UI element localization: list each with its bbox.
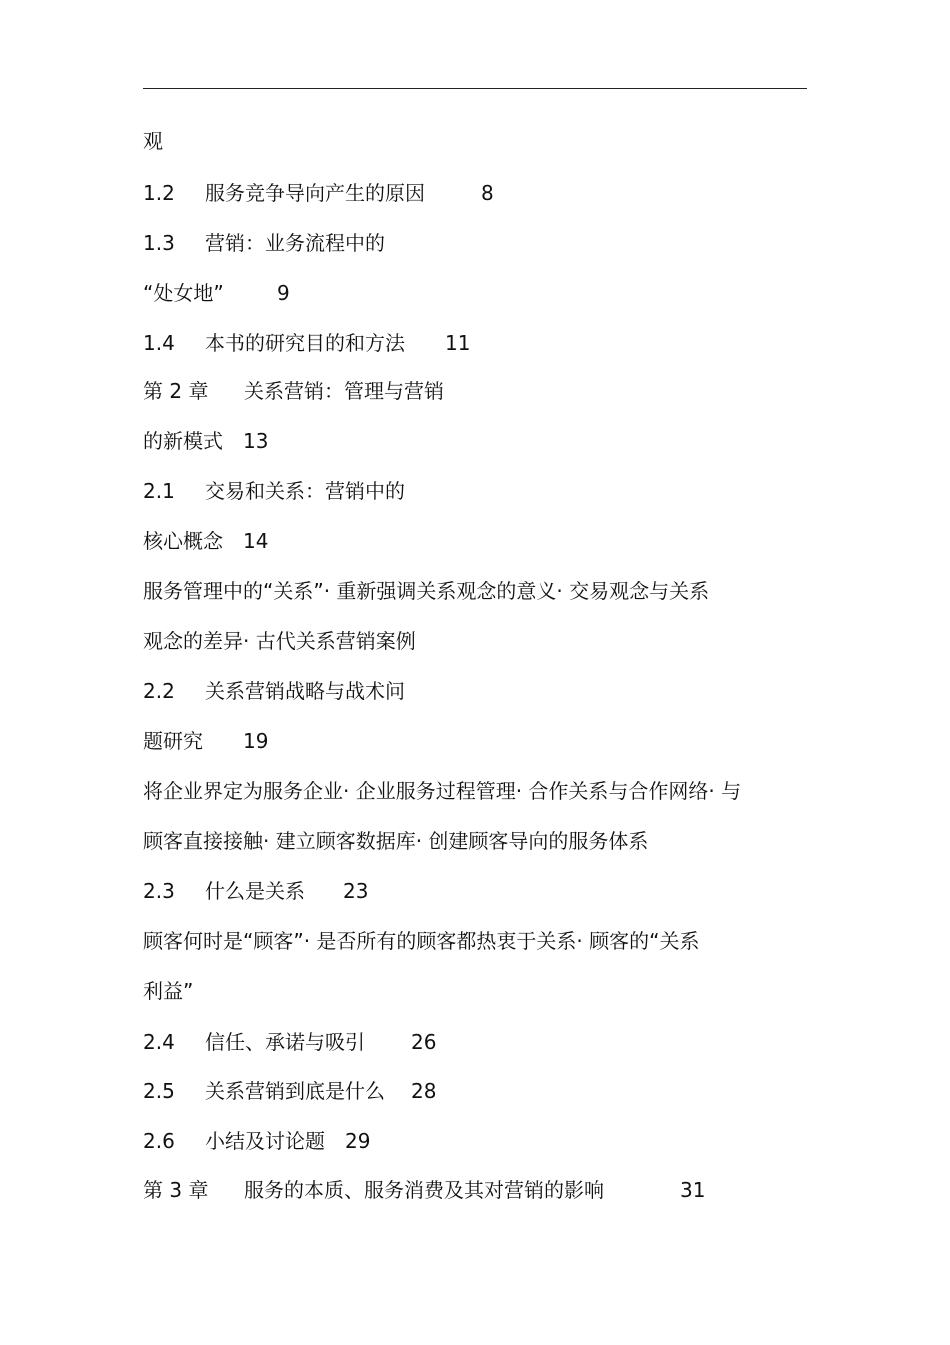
toc-entry-2-5 <box>143 1076 436 1106</box>
toc-entry-1-3 <box>143 228 385 258</box>
page-number: 8 <box>481 181 494 205</box>
section-number: 2.4 <box>143 1030 175 1054</box>
chapter-title: 服务的本质、服务消费及其对营销的影响 <box>244 1178 604 1202</box>
page-number: 28 <box>411 1079 437 1103</box>
section-number: 2.2 <box>143 679 175 703</box>
section-number: 2.3 <box>143 879 175 903</box>
section-title: 本书的研究目的和方法 <box>205 331 405 355</box>
toc-chapter-3 <box>143 1175 705 1205</box>
section-title-continued: 题研究 <box>143 729 203 753</box>
toc-subtopics <box>143 626 416 656</box>
chapter-title-continued: 的新模式 <box>143 429 223 453</box>
toc-line <box>143 526 268 556</box>
page-number: 11 <box>445 331 471 355</box>
section-number: 1.4 <box>143 331 175 355</box>
toc-subtopics <box>143 826 648 856</box>
page-number: 23 <box>343 879 369 903</box>
section-title: 什么是关系 <box>205 879 305 903</box>
subtopic-text: 将企业界定为服务企业· 企业服务过程管理· 合作关系与合作网络· 与 <box>143 779 742 803</box>
page-number: 29 <box>345 1129 371 1153</box>
page-number: 13 <box>243 429 269 453</box>
subtopic-text: 利益” <box>143 979 194 1003</box>
toc-subtopics <box>143 576 709 606</box>
section-title: 关系营销到底是什么 <box>205 1079 385 1103</box>
toc-entry-1-2 <box>143 178 494 208</box>
page-number: 19 <box>243 729 269 753</box>
subtopic-text: 顾客何时是“顾客”· 是否所有的顾客都热衷于关系· 顾客的“关系 <box>143 929 700 953</box>
section-title-continued: 核心概念 <box>143 529 223 553</box>
section-number: 2.1 <box>143 479 175 503</box>
subtopic-text: 顾客直接接触· 建立顾客数据库· 创建顾客导向的服务体系 <box>143 829 649 853</box>
section-title: 交易和关系：营销中的 <box>205 479 405 503</box>
toc-text: 观 <box>143 129 163 153</box>
toc-subtopics <box>143 926 700 956</box>
toc-line <box>143 426 268 456</box>
toc-line <box>143 278 290 308</box>
section-number: 1.3 <box>143 231 175 255</box>
page-number: 9 <box>277 281 290 305</box>
subtopic-text: 观念的差异· 古代关系营销案例 <box>143 629 416 653</box>
header-rule <box>143 88 807 89</box>
section-title: 小结及讨论题 <box>205 1129 325 1153</box>
section-title: 关系营销战略与战术问 <box>205 679 405 703</box>
toc-entry-2-3 <box>143 876 368 906</box>
toc-entry-2-6 <box>143 1126 370 1156</box>
page-number: 26 <box>411 1030 437 1054</box>
chapter-title: 关系营销：管理与营销 <box>244 379 444 403</box>
toc-entry-2-4 <box>143 1027 436 1057</box>
section-number: 2.6 <box>143 1129 175 1153</box>
toc-line <box>143 126 163 156</box>
toc-subtopics <box>143 976 193 1006</box>
toc-subtopics <box>143 776 741 806</box>
section-title: 信任、承诺与吸引 <box>205 1030 365 1054</box>
toc-line <box>143 726 268 756</box>
section-title: 服务竞争导向产生的原因 <box>205 181 425 205</box>
subtopic-text: 服务管理中的“关系”· 重新强调关系观念的意义· 交易观念与关系 <box>143 579 710 603</box>
section-number: 2.5 <box>143 1079 175 1103</box>
section-title: 营销：业务流程中的 <box>205 231 385 255</box>
page-number: 14 <box>243 529 269 553</box>
page-number: 31 <box>680 1178 706 1202</box>
toc-entry-2-2 <box>143 676 405 706</box>
section-title-continued: “处女地” <box>143 281 224 305</box>
chapter-number: 第 3 章 <box>143 1178 209 1202</box>
toc-chapter-2 <box>143 376 444 406</box>
chapter-number: 第 2 章 <box>143 379 209 403</box>
toc-entry-2-1 <box>143 476 405 506</box>
section-number: 1.2 <box>143 181 175 205</box>
toc-entry-1-4 <box>143 328 470 358</box>
